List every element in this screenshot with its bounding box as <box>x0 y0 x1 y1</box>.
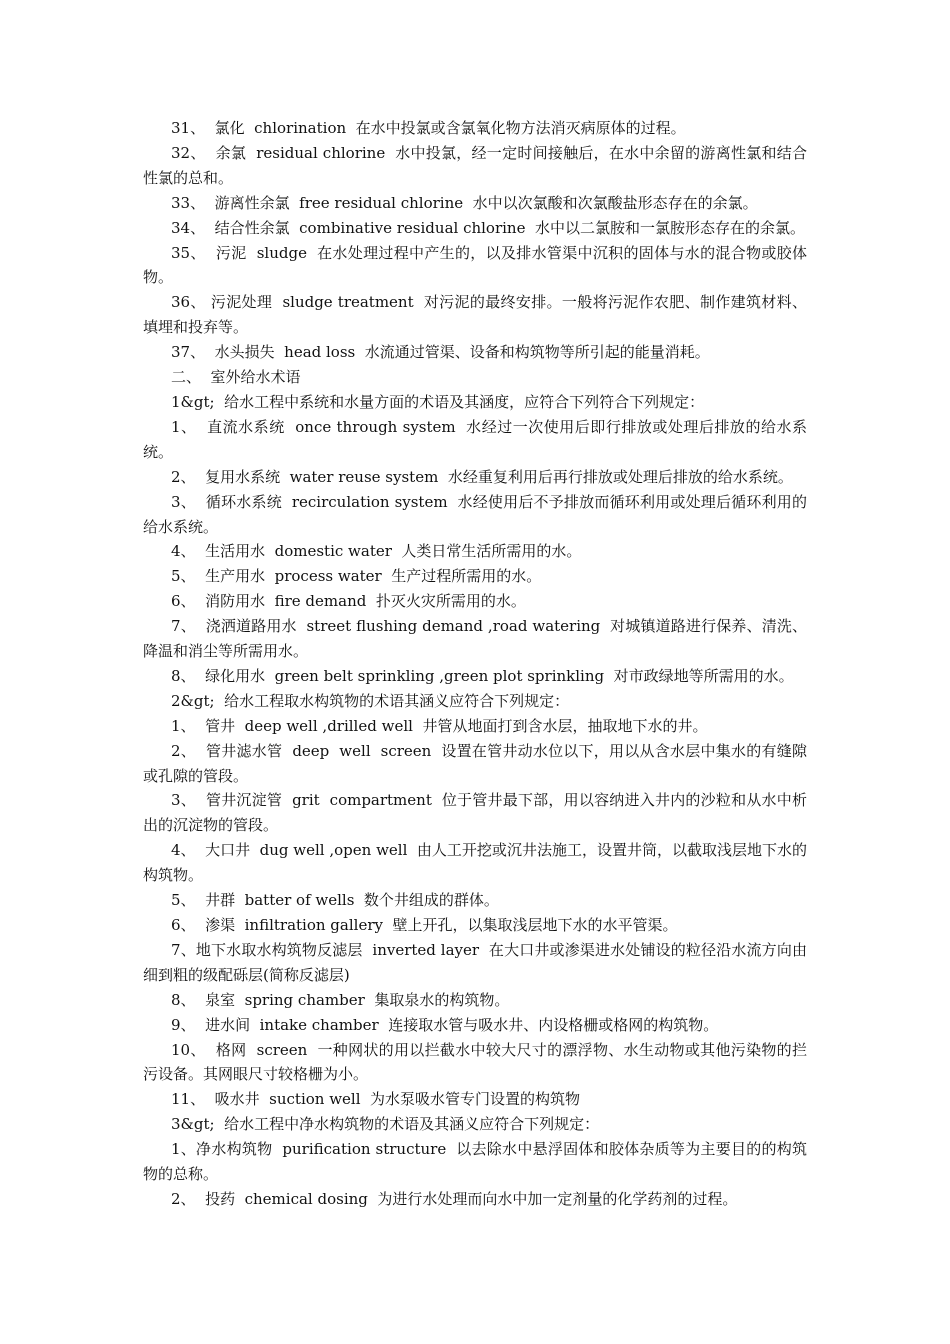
paragraph: 2、 管井滤水管 deep well screen 设置在管井动水位以下，用以从含水层中集水的有缝隙或孔隙的管段。 <box>143 741 807 785</box>
paragraph: 1、净水构筑物 purification structure 以去除水中悬浮固体和胶体杂质等为主要目的的构筑物的总称。 <box>143 1140 807 1184</box>
paragraph: 3、 管井沉淀管 grit compartment 位于管井最下部，用以容纳进入井内的沙粒和从水中析出的沉淀物的管段。 <box>143 791 807 835</box>
paragraph: 6、 消防用水 fire demand 扑灭火灾所需用的水。 <box>171 592 526 611</box>
paragraph: 8、 绿化用水 green belt sprinkling ,green plot sprinkling 对市政绿地等所需用的水。 <box>171 666 794 685</box>
paragraph: 11、 吸水井 suction well 为水泵吸水管专门设置的构筑物 <box>171 1090 581 1109</box>
paragraph: 33、 游离性余氯 free residual chlorine 水中以次氯酸和次氯酸盐形态存在的余氯。 <box>171 193 758 212</box>
subsection-heading: 3&gt; 给水工程中净水构筑物的术语及其涵义应符合下列规定： <box>171 1115 600 1134</box>
paragraph: 9、 进水间 intake chamber 连接取水管与吸水井、内设格栅或格网的构筑物。 <box>171 1015 719 1034</box>
paragraph: 4、 大口井 dug well ,open well 由人工开挖或沉井法施工，设置井筒，以截取浅层地下水的构筑物。 <box>143 841 807 885</box>
paragraph: 36、 污泥处理 sludge treatment 对污泥的最终安排。一般将污泥作农肥、制作建筑材料、填埋和投弃等。 <box>143 293 807 337</box>
paragraph: 1、 直流水系统 once through system 水经过一次使用后即行排放或处理后排放的给水系统。 <box>143 417 807 461</box>
paragraph: 7、 浇洒道路用水 street flushing demand ,road watering 对城镇道路进行保养、清洗、降温和消尘等所需用水。 <box>143 617 807 661</box>
paragraph: 8、 泉室 spring chamber 集取泉水的构筑物。 <box>171 990 510 1009</box>
paragraph: 2、 投药 chemical dosing 为进行水处理而向水中加一定剂量的化学药剂的过程。 <box>171 1189 738 1208</box>
paragraph: 2、 复用水系统 water reuse system 水经重复利用后再行排放或处理后排放的给水系统。 <box>171 467 793 486</box>
paragraph: 7、地下水取水构筑物反滤层 inverted layer 在大口井或渗渠进水处铺设的粒径沿水流方向由细到粗的级配砾层(简称反滤层) <box>143 940 807 984</box>
paragraph: 1、 管井 deep well ,drilled well 井管从地面打到含水层，抽取地下水的井。 <box>171 716 708 735</box>
paragraph: 37、 水头损失 head loss 水流通过管渠、设备和构筑物等所引起的能量消耗。 <box>171 343 710 362</box>
subsection-heading: 2&gt; 给水工程取水构筑物的术语其涵义应符合下列规定： <box>171 691 570 710</box>
paragraph: 3、 循环水系统 recirculation system 水经使用后不予排放而循环利用或处理后循环利用的给水系统。 <box>143 492 807 536</box>
paragraph: 32、 余氯 residual chlorine 水中投氯，经一定时间接触后，在水中余留的游离性氯和结合性氯的总和。 <box>143 143 807 187</box>
paragraph: 31、 氯化 chlorination 在水中投氯或含氯氧化物方法消灭病原体的过程。 <box>171 119 686 137</box>
document-body <box>143 116 807 1212</box>
paragraph: 5、 生产用水 process water 生产过程所需用的水。 <box>171 567 542 586</box>
paragraph: 34、 结合性余氯 combinative residual chlorine 水中以二氯胺和一氯胺形态存在的余氯。 <box>171 218 806 237</box>
paragraph: 5、 井群 batter of wells 数个井组成的群体。 <box>171 891 499 910</box>
paragraph: 10、 格网 screen 一种网状的用以拦截水中较大尺寸的漂浮物、水生动物或其他污染物的拦污设备。其网眼尺寸较格栅为小。 <box>143 1040 807 1084</box>
subsection-heading: 1&gt; 给水工程中系统和水量方面的术语及其涵度，应符合下列符合下列规定： <box>171 392 705 411</box>
section-heading: 二、 室外给水术语 <box>171 368 301 387</box>
paragraph: 6、 渗渠 infiltration gallery 壁上开孔，以集取浅层地下水的水平管渠。 <box>171 916 678 934</box>
paragraph: 35、 污泥 sludge 在水处理过程中产生的，以及排水管渠中沉积的固体与水的混合物或胶体物。 <box>143 243 807 287</box>
paragraph: 4、 生活用水 domestic water 人类日常生活所需用的水。 <box>171 542 582 561</box>
